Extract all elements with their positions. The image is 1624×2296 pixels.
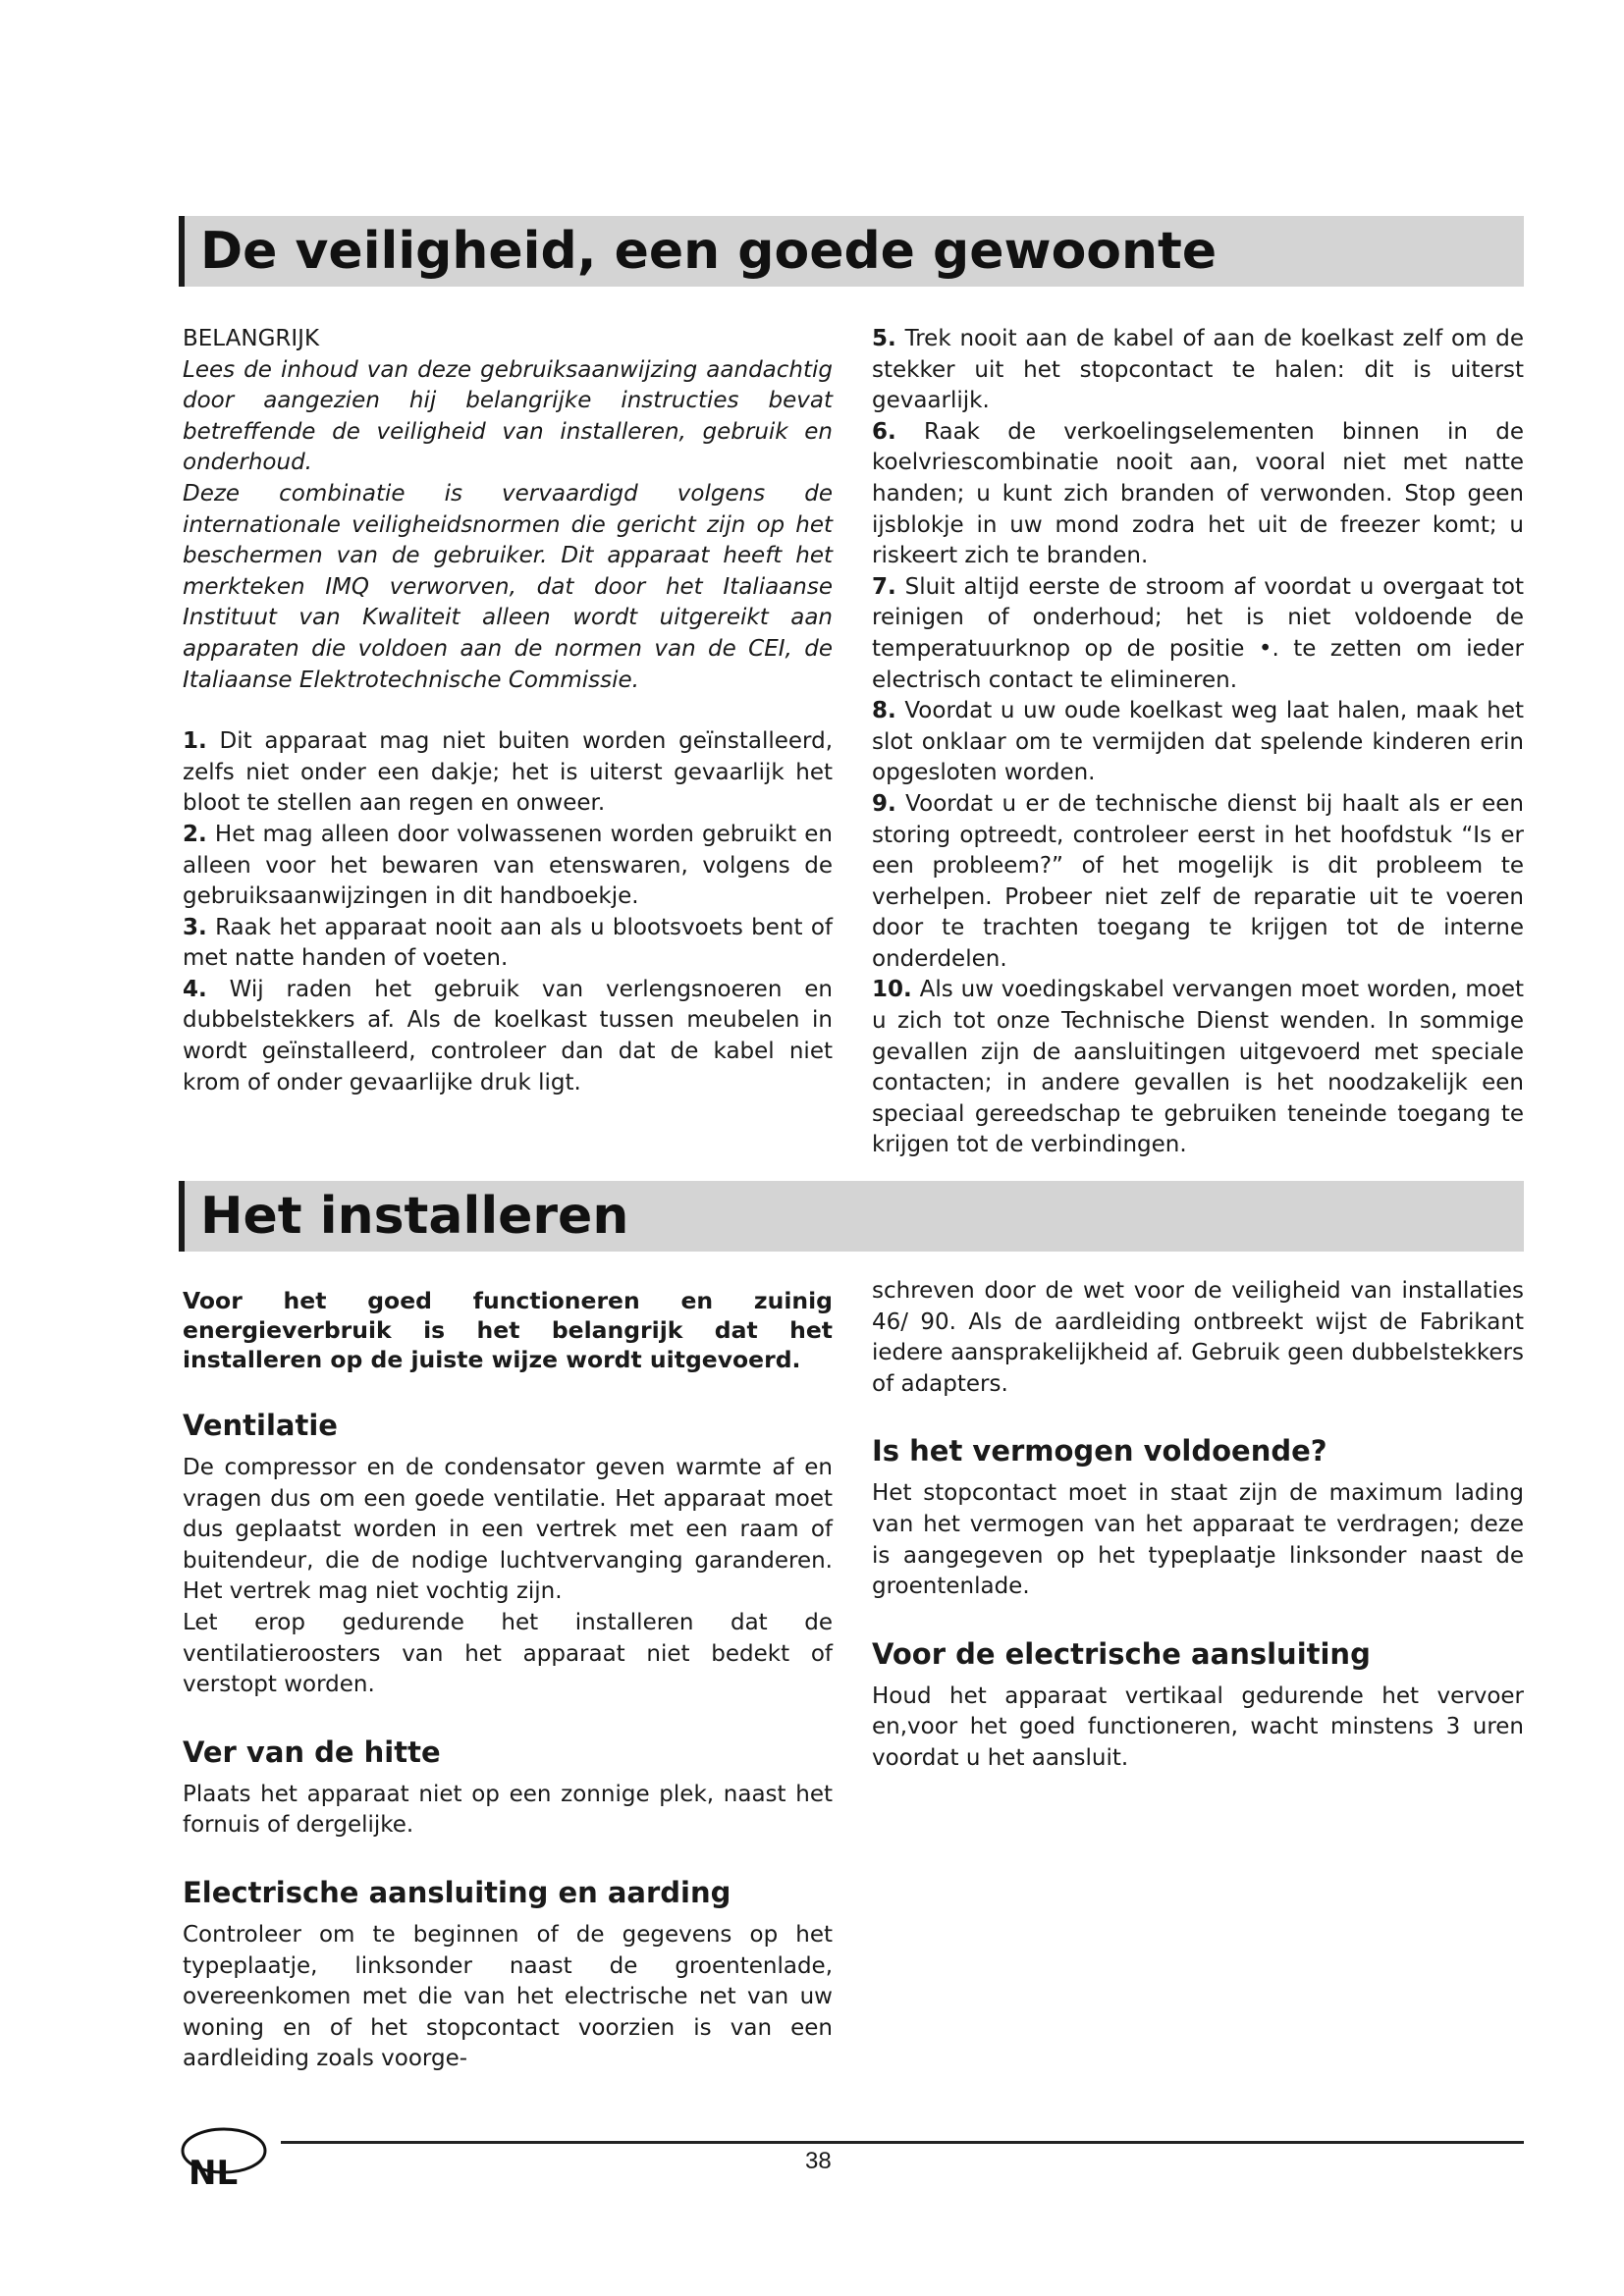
subheading-earthing: Electrische aansluiting en aarding	[183, 1875, 731, 1909]
list-item: 4. Wij raden het gebruik van verlengsnoeren en dubbelstekkers af. Als de koelkast tussen meubelen in wordt geïnstalleerd, controleer dan dat de kabel niet krom of onder gevaarlijke druk ligt.	[183, 976, 833, 1095]
install-left-column	[183, 1286, 833, 2075]
body-paragraph: Het stopcontact moet in staat zijn de maximum lading van het vermogen van het apparaat te verdragen; deze is aangegeven op het typeplaatje linksonder naast de groentenlade.	[872, 1480, 1524, 1600]
section-title: De veiligheid, een goede gewoonte	[200, 222, 1218, 281]
intro-paragraph: Lees de inhoud van deze gebruiksaanwijzing aandachtig door aangezien hij belangrijke instructies bevat betreffende de veiligheid van installeren, gebruik en onderhoud.	[183, 356, 833, 476]
intro-paragraph: Deze combinatie is vervaardigd volgens de internationale veiligheidsnormen die gericht zijn op het beschermen van de gebruiker. Dit apparaat heeft het merkteken IMQ verworven, dat door het Italiaanse Instituut van Kwaliteit alleen wordt uitgereikt aan apparaten die voldoen aan de normen van de CEI, de Italiaanse Elektrotechnische Commissie.	[183, 480, 833, 693]
body-paragraph: Houd het apparaat vertikaal gedurende het vervoer en,voor het goed functioneren, wacht minstens 3 uren voordat u het aansluit.	[872, 1682, 1524, 1771]
section-title: Het installeren	[200, 1187, 629, 1246]
subheading-ventilation: Ventilatie	[183, 1409, 338, 1442]
language-code: NL	[189, 2154, 239, 2193]
install-right-column	[872, 1276, 1524, 1775]
body-paragraph: Plaats het apparaat niet op een zonnige plek, naast het fornuis of dergelijke.	[183, 1781, 833, 1839]
list-item: 9. Voordat u er de technische dienst bij haalt als er een storing optreedt, controleer eerst in het hoofdstuk “Is er een probleem?” of het mogelijk is dit probleem te verhelpen. Probeer niet zelf de reparatie uit te voeren door te trachten toegang te krijgen tot de interne onderdelen.	[872, 790, 1525, 972]
section-header-safety	[179, 216, 1524, 287]
list-item: 2. Het mag alleen door volwassenen worden gebruikt en alleen voor het bewaren van etenswaren, volgens de gebruiksaanwijzingen in dit handboekje.	[183, 821, 833, 910]
body-paragraph: schreven door de wet voor de veiligheid van installaties 46/ 90. Als de aardleiding ontbreekt wijst de Fabrikant iedere aansprakelijkheid af. Gebruik geen dubbelstekkers of adapters.	[872, 1278, 1524, 1397]
footer-divider	[281, 2141, 1524, 2144]
body-paragraph: De compressor en de condensator geven warmte af en vragen dus om een goede ventilatie. Het apparaat moet dus geplaatst worden in een vertrek met een raam of buitendeur, die de nodige luchtvervanging garanderen. Het vertrek mag niet vochtig zijn.	[183, 1455, 833, 1605]
list-item: 7. Sluit altijd eerste de stroom af voordat u overgaat tot reinigen of onderhoud; het is niet voldoende de temperatuurknop op de positie •. te zetten om ieder electrisch contact te elimineren.	[872, 573, 1525, 693]
section-header-installation	[179, 1181, 1524, 1252]
subheading-electrical: Voor de electrische aansluiting	[872, 1636, 1371, 1671]
list-item: 8. Voordat u uw oude koelkast weg laat halen, maak het slot onklaar om te vermijden dat spelende kinderen erin opgesloten worden.	[872, 698, 1525, 786]
important-label: BELANGRIJK	[183, 326, 320, 351]
list-item: 6. Raak de verkoelingselementen binnen in de koelvriescombinatie nooit aan, vooral niet met natte handen; u kunt zich branden of verwonden. Stop geen ijsblokje in uw mond zodra het uit de freezer komt; u riskeert zich te branden.	[872, 418, 1525, 569]
list-item: 10. Als uw voedingskabel vervangen moet worden, moet u zich tot onze Technische Dienst wenden. In sommige gevallen zijn de aansluitingen uitgevoerd met speciale contacten; in andere gevallen is het noodzakelijk een speciaal gereedschap te gebruiken teneinde toegang te krijgen tot de verbindingen.	[872, 977, 1525, 1158]
subheading-heat: Ver van de hitte	[183, 1735, 441, 1769]
safety-left-column	[183, 324, 833, 1098]
list-item: 1. Dit apparaat mag niet buiten worden geïnstalleerd, zelfs niet onder een dakje; het is uiterst gevaarlijk het bloot te stellen aan regen en onweer.	[183, 728, 834, 817]
list-item: 5. Trek nooit aan de kabel of aan de koelkast zelf om de stekker uit het stopcontact te halen: dit is uiterst gevaarlijk.	[872, 326, 1524, 414]
language-badge	[179, 2125, 277, 2198]
subheading-power: Is het vermogen voldoende?	[872, 1434, 1327, 1468]
body-paragraph: Let erop gedurende het installeren dat de ventilatieroosters van het apparaat niet bedekt of verstopt worden.	[183, 1609, 833, 1698]
lead-paragraph: Voor het goed functioneren en zuinig energieverbruik is het belangrijk dat het installeren op de juiste wijze wordt uitgevoerd.	[183, 1287, 833, 1373]
safety-right-column	[872, 324, 1524, 1161]
body-paragraph: Controleer om te beginnen of de gegevens op het typeplaatje, linksonder naast de groentenlade, overeenkomen met die van het electrische net van uw woning en of het stopcontact voorzien is van een aardleiding zoals voorge-	[183, 1921, 833, 2072]
list-item: 3. Raak het apparaat nooit aan als u blootsvoets bent of met natte handen of voeten.	[183, 914, 833, 972]
page-number: 38	[805, 2148, 832, 2174]
